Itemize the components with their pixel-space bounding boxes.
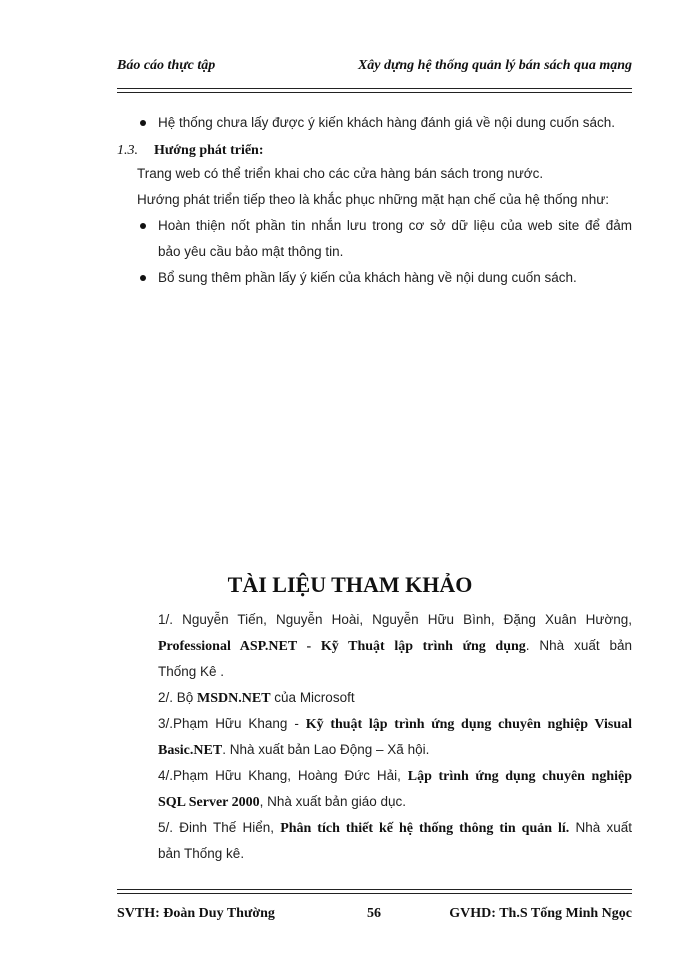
section-heading xyxy=(117,141,264,159)
reference-1-line: Thống Kê . xyxy=(158,664,225,679)
reference-5-line: bản Thống kê. xyxy=(158,846,245,861)
reference-title: Phân tích thiết kế hệ thống thông tin quản lí. xyxy=(280,821,570,836)
reference-4-line: SQL Server 2000, Nhà xuất bản giáo dục. xyxy=(158,794,406,810)
bullet-icon xyxy=(140,275,146,281)
bullet-text: Bổ sung thêm phần lấy ý kiến của khách hàng về nội dung cuốn sách. xyxy=(158,270,577,285)
reference-2: 2/. Bộ MSDN.NET của Microsoft xyxy=(158,690,355,706)
bullet-icon xyxy=(140,223,146,229)
reference-title: Basic.NET xyxy=(158,743,223,758)
page-number: 56 xyxy=(367,906,381,921)
footer-advisor: GVHD: Th.S Tống Minh Ngọc xyxy=(449,906,632,921)
reference-title: MSDN.NET xyxy=(197,691,271,706)
section-title: Hướng phát triển: xyxy=(154,143,264,158)
bullet-text-cont: bảo yêu cầu bảo mật thông tin. xyxy=(158,244,344,259)
reference-1-line: Professional ASP.NET - Kỹ Thuật lập trình ứng dụng. Nhà xuất bản xyxy=(158,638,632,654)
footer-student: SVTH: Đoàn Duy Thường xyxy=(117,906,275,921)
footer-divider xyxy=(117,889,632,894)
header-right: Xây dựng hệ thống quản lý bán sách qua mạng xyxy=(357,58,632,73)
bullet-text: Hệ thống chưa lấy được ý kiến khách hàng đánh giá về nội dung cuốn sách. xyxy=(158,115,615,130)
bullet-text: Hoàn thiện nốt phần tin nhắn lưu trong cơ sở dữ liệu của web site để đảm xyxy=(158,218,632,233)
header-left: Báo cáo thực tập xyxy=(117,58,216,73)
reference-title: Kỹ thuật lập trình ứng dụng chuyên nghiệp Visual xyxy=(305,717,633,732)
section-number: 1.3. xyxy=(117,143,138,158)
bullet-icon xyxy=(140,120,146,126)
reference-4-line: 4/.Phạm Hữu Khang, Hoàng Đức Hải, Lập trình ứng dụng chuyên nghiệp xyxy=(158,768,632,784)
reference-title: Lập trình ứng dụng chuyên nghiệp xyxy=(407,769,632,784)
reference-1-line: 1/. Nguyễn Tiến, Nguyễn Hoài, Nguyễn Hữu Bình, Đặng Xuân Hường, xyxy=(158,612,632,627)
reference-title: Professional ASP.NET - Kỹ Thuật lập trình ứng dụng xyxy=(158,639,526,654)
reference-3-line: 3/.Phạm Hữu Khang - Kỹ thuật lập trình ứng dụng chuyên nghiệp Visual xyxy=(158,716,633,732)
reference-title: SQL Server 2000 xyxy=(158,795,260,810)
header-divider xyxy=(117,88,632,93)
paragraph: Trang web có thể triển khai cho các cửa hàng bán sách trong nước. xyxy=(137,166,544,181)
reference-3-line: Basic.NET. Nhà xuất bản Lao Động – Xã hội. xyxy=(158,742,430,758)
reference-5-line: 5/. Đinh Thế Hiển, Phân tích thiết kế hệ thống thông tin quản lí. Nhà xuất xyxy=(158,820,632,836)
paragraph: Hướng phát triển tiếp theo là khắc phục những mặt hạn chế của hệ thống như: xyxy=(137,192,610,207)
references-title: TÀI LIỆU THAM KHẢO xyxy=(227,572,473,597)
